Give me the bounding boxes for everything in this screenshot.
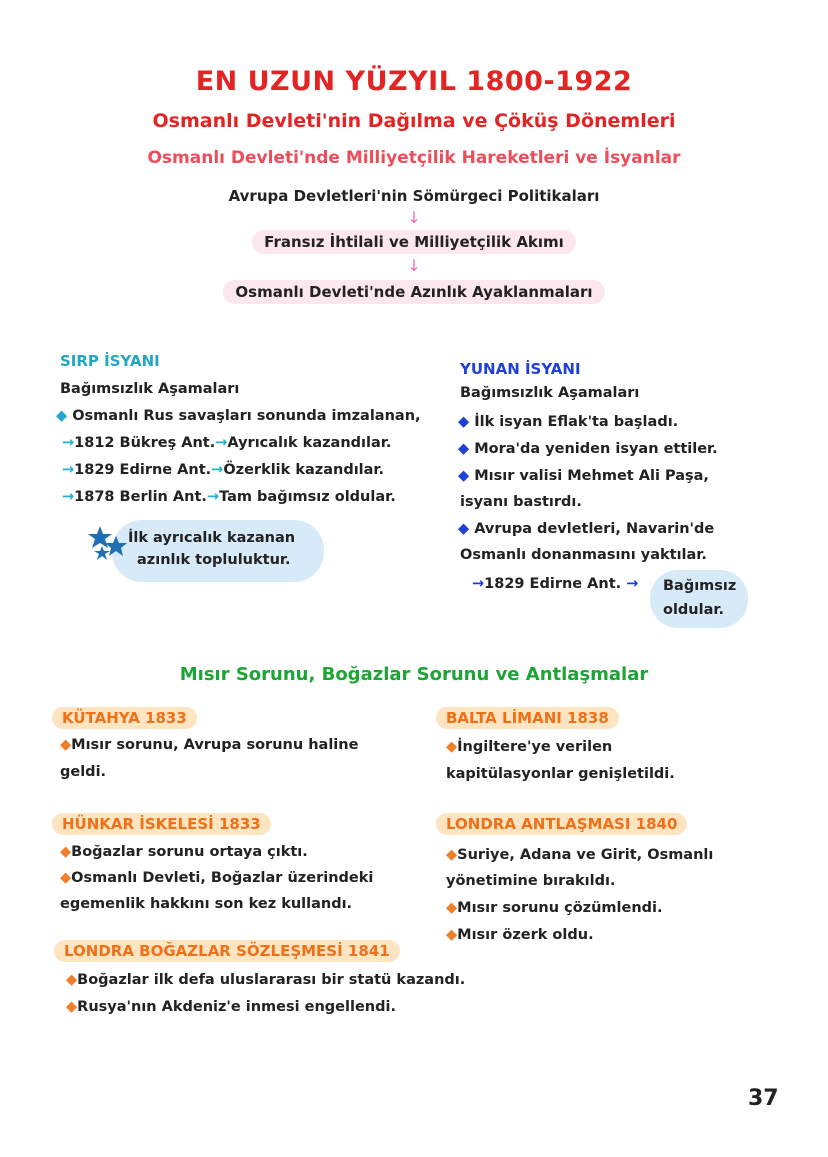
orange-diamond-icon: ◆ bbox=[60, 737, 72, 753]
flow-step-2 bbox=[0, 230, 828, 254]
cyan-diamond-icon: ◆ bbox=[56, 408, 68, 424]
londra-1840-title: LONDRA ANTLAŞMASI 1840 bbox=[436, 813, 687, 835]
yunan-bullet-3: ◆ Mısır valisi Mehmet Ali Paşa, bbox=[458, 468, 709, 484]
blue-diamond-icon: ◆ bbox=[458, 414, 470, 430]
flow-step-3 bbox=[0, 280, 828, 304]
yunan-result-line-1: Bağımsız bbox=[663, 578, 737, 594]
arrow-right-icon: → bbox=[211, 462, 224, 478]
orange-diamond-icon: ◆ bbox=[60, 844, 72, 860]
londra-1841-bullet-2: ◆Rusya'nın Akdeniz'e inmesi engellendi. bbox=[66, 999, 396, 1015]
down-arrow-icon: ↓ bbox=[407, 256, 421, 275]
arrow-right-icon: → bbox=[626, 576, 639, 592]
sirp-note-line-2: azınlık topluluktur. bbox=[137, 552, 291, 568]
orange-diamond-icon: ◆ bbox=[66, 999, 78, 1015]
down-arrow-icon: ↓ bbox=[407, 208, 421, 227]
londra-1840-bullet-1: ◆Suriye, Adana ve Girit, Osmanlı bbox=[446, 847, 714, 863]
flow-step-2-label: Fransız İhtilali ve Milliyetçilik Akımı bbox=[252, 230, 576, 254]
arrow-right-icon: → bbox=[62, 462, 75, 478]
balta-title: BALTA LİMANI 1838 bbox=[436, 707, 619, 729]
yunan-bullet-3-cont: isyanı bastırdı. bbox=[460, 494, 582, 510]
londra-1840-bullet-3: ◆Mısır özerk oldu. bbox=[446, 927, 594, 943]
orange-diamond-icon: ◆ bbox=[60, 870, 72, 886]
yunan-bullet-4-cont: Osmanlı donanmasını yaktılar. bbox=[460, 547, 707, 563]
sirp-heading: SIRP İSYANI bbox=[60, 352, 160, 370]
orange-diamond-icon: ◆ bbox=[446, 927, 458, 943]
orange-diamond-icon: ◆ bbox=[446, 739, 458, 755]
blue-diamond-icon: ◆ bbox=[458, 468, 470, 484]
arrow-right-icon: → bbox=[215, 435, 228, 451]
blue-diamond-icon: ◆ bbox=[458, 441, 470, 457]
page-title: EN UZUN YÜZYIL 1800-1922 bbox=[195, 66, 633, 97]
balta-line-2: kapitülasyonlar genişletildi. bbox=[446, 766, 675, 782]
flow-step-3-label: Osmanlı Devleti'nde Azınlık Ayaklanmaları bbox=[223, 280, 604, 304]
misir-heading: Mısır Sorunu, Boğazlar Sorunu ve Antlaşmalar bbox=[179, 664, 649, 685]
flow-step-1-label: Avrupa Devletleri'nin Sömürgeci Politikaları bbox=[228, 187, 600, 205]
subtitle-nationalism: Osmanlı Devleti'nde Milliyetçilik Hareketleri ve İsyanlar bbox=[147, 148, 681, 168]
arrow-right-icon: → bbox=[206, 489, 220, 505]
yunan-result-line-2: oldular. bbox=[663, 602, 724, 618]
sirp-intro: ◆ Osmanlı Rus savaşları sonunda imzalanan, bbox=[56, 408, 421, 424]
hunkar-title: HÜNKAR İSKELESİ 1833 bbox=[52, 813, 271, 835]
londra-1840-bullet-1-cont: yönetimine bırakıldı. bbox=[446, 873, 616, 889]
sirp-item-2: →1829 Edirne Ant.→Özerklik kazandılar. bbox=[62, 462, 385, 478]
subtitle-collapse: Osmanlı Devleti'nin Dağılma ve Çöküş Dönemleri bbox=[152, 110, 676, 132]
kutahya-line-2: geldi. bbox=[60, 764, 107, 780]
sirp-subheading: Bağımsızlık Aşamaları bbox=[60, 381, 240, 397]
balta-line-1: ◆İngiltere'ye verilen bbox=[446, 739, 613, 755]
arrow-right-icon: → bbox=[62, 435, 75, 451]
londra-1841-title: LONDRA BOĞAZLAR SÖZLEŞMESİ 1841 bbox=[54, 940, 400, 962]
yunan-bullet-1: ◆ İlk isyan Eflak'ta başladı. bbox=[458, 414, 679, 430]
sirp-section bbox=[60, 352, 160, 370]
arrow-right-icon: → bbox=[472, 576, 485, 592]
orange-diamond-icon: ◆ bbox=[446, 847, 458, 863]
page-number: 37 bbox=[748, 1086, 779, 1111]
blue-diamond-icon: ◆ bbox=[458, 521, 470, 537]
blue-stars-icon bbox=[86, 524, 130, 564]
yunan-subheading: Bağımsızlık Aşamaları bbox=[460, 385, 640, 401]
sirp-note-line-1: İlk ayrıcalık kazanan bbox=[128, 530, 296, 546]
hunkar-bullet-2-cont: egemenlik hakkını son kez kullandı. bbox=[60, 896, 353, 912]
sirp-item-1: →1812 Bükreş Ant.→Ayrıcalık kazandılar. bbox=[62, 435, 392, 451]
sirp-item-3: →1878 Berlin Ant.→Tam bağımsız oldular. bbox=[62, 489, 396, 505]
flow-step-1 bbox=[0, 186, 828, 205]
yunan-treaty: →1829 Edirne Ant. → bbox=[472, 576, 639, 592]
yunan-bullet-4: ◆ Avrupa devletleri, Navarin'de bbox=[458, 521, 715, 537]
yunan-bullet-2: ◆ Mora'da yeniden isyan ettiler. bbox=[458, 441, 718, 457]
hunkar-bullet-1: ◆Boğazlar sorunu ortaya çıktı. bbox=[60, 844, 308, 860]
orange-diamond-icon: ◆ bbox=[66, 972, 78, 988]
yunan-heading: YUNAN İSYANI bbox=[460, 360, 581, 378]
orange-diamond-icon: ◆ bbox=[446, 900, 458, 916]
arrow-right-icon: → bbox=[62, 489, 75, 505]
londra-1840-bullet-2: ◆Mısır sorunu çözümlendi. bbox=[446, 900, 663, 916]
kutahya-line-1: ◆Mısır sorunu, Avrupa sorunu haline bbox=[60, 737, 359, 753]
londra-1841-bullet-1: ◆Boğazlar ilk defa uluslararası bir statü kazandı. bbox=[66, 972, 466, 988]
kutahya-title: KÜTAHYA 1833 bbox=[52, 707, 197, 729]
hunkar-bullet-2: ◆Osmanlı Devleti, Boğazlar üzerindeki bbox=[60, 870, 374, 886]
